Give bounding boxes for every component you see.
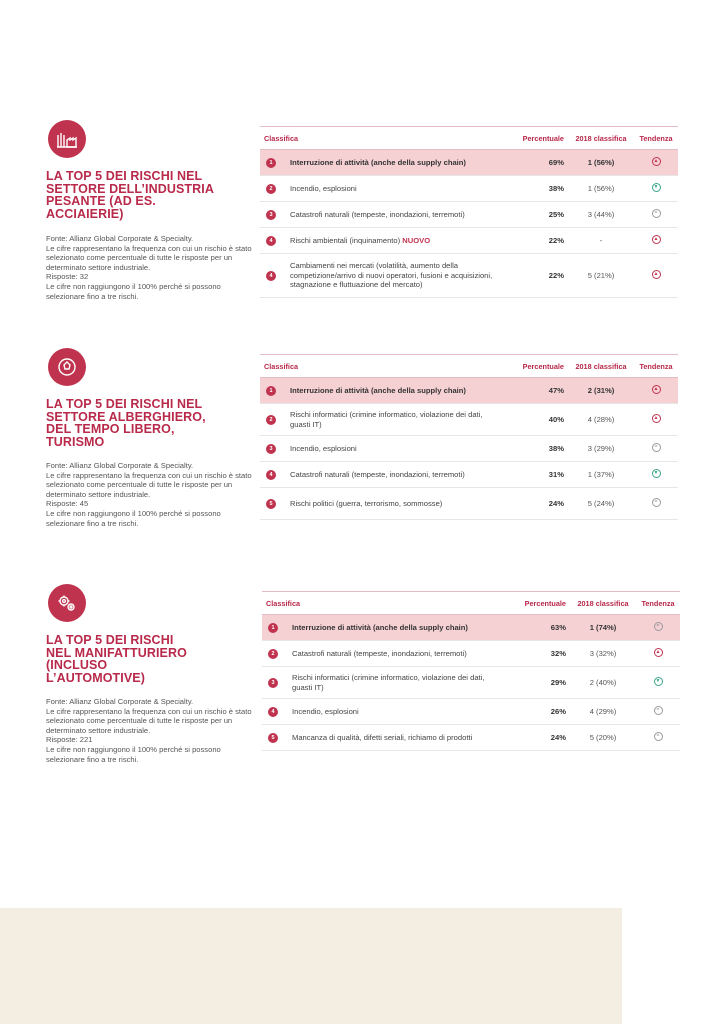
trend-down-icon: ▼ bbox=[652, 469, 661, 478]
risk-prev: 2 (31%) bbox=[568, 378, 634, 404]
risk-percent: 32% bbox=[510, 641, 570, 667]
risk-table bbox=[260, 126, 678, 298]
table-row bbox=[260, 150, 678, 176]
rank-badge: 3 bbox=[266, 210, 276, 220]
col-prev: 2018 classifica bbox=[568, 127, 634, 150]
risk-label: Interruzione di attività (anche della supply chain) bbox=[286, 150, 508, 176]
risk-percent: 63% bbox=[510, 615, 570, 641]
risk-prev: 3 (29%) bbox=[568, 436, 634, 462]
trend-same-icon: = bbox=[652, 443, 661, 452]
risk-label: Incendio, esplosioni bbox=[286, 176, 508, 202]
risk-percent: 69% bbox=[508, 150, 568, 176]
section-note: Fonte: Allianz Global Corporate & Specialty. Le cifre rappresentano la frequenza con cui un rischio è stato selezionato come percentuale di tutte le risposte per un determinato settore industriale. Risposte: 32 Le cifre non raggiungono il 100% perché si possono selezionare fino a tre rischi. bbox=[46, 234, 252, 301]
risk-prev: 1 (56%) bbox=[568, 176, 634, 202]
col-prev: 2018 classifica bbox=[570, 592, 636, 615]
rank-badge: 4 bbox=[268, 707, 278, 717]
risk-label: Catastrofi naturali (tempeste, inondazioni, terremoti) bbox=[286, 202, 508, 228]
trend-same-icon: = bbox=[654, 706, 663, 715]
risk-prev: 1 (37%) bbox=[568, 462, 634, 488]
risk-prev: 1 (74%) bbox=[570, 615, 636, 641]
risk-prev: 4 (28%) bbox=[568, 404, 634, 436]
rank-badge: 4 bbox=[266, 470, 276, 480]
trend-up-icon: ▲ bbox=[654, 648, 663, 657]
risk-label: Rischi informatici (crimine informatico, violazione dei dati, guasti IT) bbox=[288, 667, 510, 699]
trend-down-icon: ▼ bbox=[654, 677, 663, 686]
risk-table bbox=[260, 354, 678, 520]
risk-label: Incendio, esplosioni bbox=[286, 436, 508, 462]
table-row bbox=[260, 378, 678, 404]
table-row bbox=[262, 667, 680, 699]
rank-badge: 3 bbox=[266, 444, 276, 454]
risk-prev: 2 (40%) bbox=[570, 667, 636, 699]
factory-icon bbox=[48, 120, 86, 158]
trend-up-icon: ▲ bbox=[652, 414, 661, 423]
col-percent: Percentuale bbox=[510, 592, 570, 615]
rank-badge: 3 bbox=[268, 678, 278, 688]
table-header-row bbox=[262, 592, 680, 615]
risk-label: Rischi ambientali (inquinamento) NUOVO bbox=[286, 228, 508, 254]
trend-same-icon: = bbox=[654, 732, 663, 741]
risk-percent: 26% bbox=[510, 699, 570, 725]
rank-badge: 1 bbox=[268, 623, 278, 633]
col-percent: Percentuale bbox=[508, 127, 568, 150]
rank-badge: 4 bbox=[266, 271, 276, 281]
col-trend: Tendenza bbox=[634, 355, 678, 378]
trend-down-icon: ▼ bbox=[652, 183, 661, 192]
risk-label: Mancanza di qualità, difetti seriali, richiamo di prodotti bbox=[288, 725, 510, 751]
table-row bbox=[260, 462, 678, 488]
risk-label: Interruzione di attività (anche della supply chain) bbox=[286, 378, 508, 404]
risk-percent: 38% bbox=[508, 436, 568, 462]
rank-badge: 2 bbox=[266, 415, 276, 425]
col-ranking: Classifica bbox=[262, 592, 510, 615]
risk-prev: 1 (56%) bbox=[568, 150, 634, 176]
risk-percent: 47% bbox=[508, 378, 568, 404]
new-badge: NUOVO bbox=[402, 235, 431, 245]
risk-prev: 3 (32%) bbox=[570, 641, 636, 667]
table-row bbox=[260, 436, 678, 462]
col-prev: 2018 classifica bbox=[568, 355, 634, 378]
rank-badge: 1 bbox=[266, 386, 276, 396]
risk-percent: 24% bbox=[508, 488, 568, 520]
table-row bbox=[260, 202, 678, 228]
footer-band bbox=[0, 908, 622, 1024]
risk-label: Cambiamenti nei mercati (volatilità, aumento della competizione/arrivo di nuovi operatori, fusioni e acquisizioni, stagnazione e fluttuazione del mercato) bbox=[286, 254, 508, 298]
trend-up-icon: ▲ bbox=[652, 270, 661, 279]
risk-label: Catastrofi naturali (tempeste, inondazioni, terremoti) bbox=[288, 641, 510, 667]
table-row bbox=[260, 254, 678, 298]
leisure-icon bbox=[48, 348, 86, 386]
risk-percent: 29% bbox=[510, 667, 570, 699]
risk-percent: 22% bbox=[508, 254, 568, 298]
rank-badge: 2 bbox=[266, 184, 276, 194]
table-row bbox=[262, 641, 680, 667]
rank-badge: 2 bbox=[268, 649, 278, 659]
col-ranking: Classifica bbox=[260, 355, 508, 378]
section-title: LA TOP 5 DEI RISCHI NEL SETTORE DELL’INDUSTRIA PESANTE (AD ES. ACCIAIERIE) bbox=[46, 169, 214, 221]
col-percent: Percentuale bbox=[508, 355, 568, 378]
table-row bbox=[260, 488, 678, 520]
risk-label: Catastrofi naturali (tempeste, inondazioni, terremoti) bbox=[286, 462, 508, 488]
risk-label: Rischi informatici (crimine informatico, violazione dei dati, guasti IT) bbox=[286, 404, 508, 436]
trend-up-icon: ▲ bbox=[652, 157, 661, 166]
trend-up-icon: ▲ bbox=[652, 385, 661, 394]
table-row bbox=[260, 176, 678, 202]
risk-prev: 4 (29%) bbox=[570, 699, 636, 725]
risk-prev: 3 (44%) bbox=[568, 202, 634, 228]
gears-icon bbox=[48, 584, 86, 622]
section-title: LA TOP 5 DEI RISCHI NEL SETTORE ALBERGHIERO, DEL TEMPO LIBERO, TURISMO bbox=[46, 397, 206, 449]
col-trend: Tendenza bbox=[636, 592, 680, 615]
risk-prev: 5 (20%) bbox=[570, 725, 636, 751]
risk-prev: 5 (24%) bbox=[568, 488, 634, 520]
risk-percent: 31% bbox=[508, 462, 568, 488]
trend-same-icon: = bbox=[652, 498, 661, 507]
risk-percent: 25% bbox=[508, 202, 568, 228]
risk-label: Rischi politici (guerra, terrorismo, sommosse) bbox=[286, 488, 508, 520]
table-header-row bbox=[260, 127, 678, 150]
rank-badge: 4 bbox=[266, 236, 276, 246]
table-row bbox=[260, 404, 678, 436]
section-title: LA TOP 5 DEI RISCHI NEL MANIFATTURIERO (INCLUSO L’AUTOMOTIVE) bbox=[46, 633, 187, 685]
trend-up-icon: ▲ bbox=[652, 235, 661, 244]
rank-badge: 5 bbox=[266, 499, 276, 509]
risk-prev: 5 (21%) bbox=[568, 254, 634, 298]
col-ranking: Classifica bbox=[260, 127, 508, 150]
table-row bbox=[262, 699, 680, 725]
risk-percent: 24% bbox=[510, 725, 570, 751]
section-note: Fonte: Allianz Global Corporate & Specialty. Le cifre rappresentano la frequenza con cui un rischio è stato selezionato come percentuale di tutte le risposte per un determinato settore industriale. Risposte: 45 Le cifre non raggiungono il 100% perché si possono selezionare fino a tre rischi. bbox=[46, 461, 252, 528]
risk-percent: 40% bbox=[508, 404, 568, 436]
rank-badge: 1 bbox=[266, 158, 276, 168]
trend-same-icon: = bbox=[652, 209, 661, 218]
table-row bbox=[260, 228, 678, 254]
risk-prev: - bbox=[568, 228, 634, 254]
risk-percent: 22% bbox=[508, 228, 568, 254]
table-row bbox=[262, 725, 680, 751]
risk-label: Incendio, esplosioni bbox=[288, 699, 510, 725]
rank-badge: 5 bbox=[268, 733, 278, 743]
table-row bbox=[262, 615, 680, 641]
risk-percent: 38% bbox=[508, 176, 568, 202]
table-header-row bbox=[260, 355, 678, 378]
trend-same-icon: = bbox=[654, 622, 663, 631]
risk-label: Interruzione di attività (anche della supply chain) bbox=[288, 615, 510, 641]
risk-table bbox=[262, 591, 680, 751]
col-trend: Tendenza bbox=[634, 127, 678, 150]
section-note: Fonte: Allianz Global Corporate & Specialty. Le cifre rappresentano la frequenza con cui un rischio è stato selezionato come percentuale di tutte le risposte per un determinato settore industriale. Risposte: 221 Le cifre non raggiungono il 100% perché si possono selezionare fino a tre rischi. bbox=[46, 697, 252, 764]
